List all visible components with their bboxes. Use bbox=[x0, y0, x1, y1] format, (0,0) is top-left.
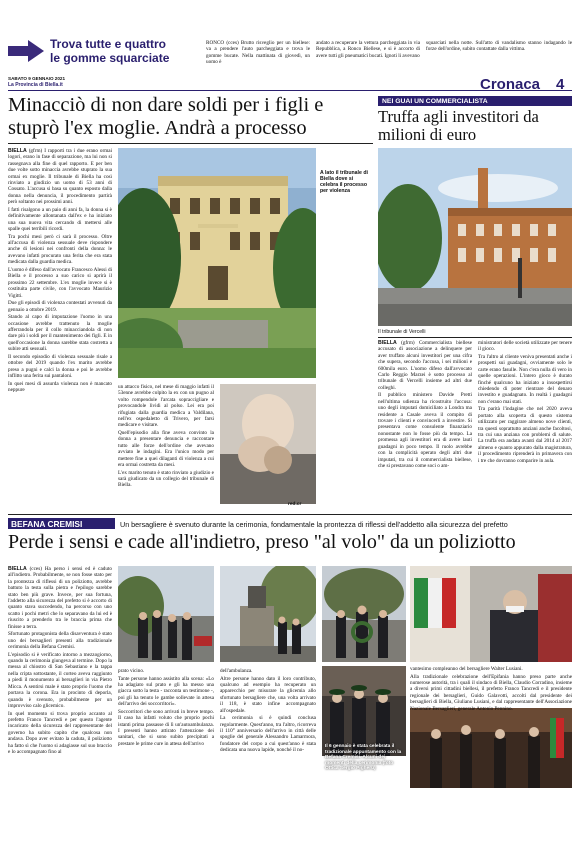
teaser-arrow-icon bbox=[8, 40, 44, 62]
teaser-col-3: squarciati nella notte. Sull'atto di vandalismo stanno indagando le forze dell'ordine, subito contattate dalla vittima. bbox=[426, 40, 572, 53]
story1-photo-caption: A lato il tribunale di Biella dove si celebra il processo per violenza bbox=[320, 170, 368, 194]
story3-subhead: Un bersagliere è svenuto durante la cerimonia, fondamentale la prontezza di riflessi dell'addetto alla sicurezza del prefetto bbox=[120, 519, 508, 529]
story3-dateline: BIELLA bbox=[8, 566, 27, 572]
story1-col-2: un attacco fisico, nel mese di maggio infatti il 53enne avrebbe colpito la ex con un pugno al volto rompendole l'arcata sopraccigliare e provocandole lividi al polso. Lei era poi rifugiata dalla guardia medica a Valdilana, nell'ex ospedaletto di Trivero, per farsi medicare e visitare. Quell'episodio alla fine aveva convinto la donna a presentare denuncia e raccontare tutto alle forze dell'ordine che avevano avviato le indagini. Era l'unico modo per mettere fine a quei dilaganti di violenza a cui era ormai costretta da mesi. L'ex marito tenuto è stato rinviato a giudizio e sarà giudicato da un collegio del tribunale di Biella. bbox=[118, 384, 214, 489]
story2-headline: Truffa agli investitori da milioni di euro bbox=[378, 107, 539, 144]
story2-col-1: BIELLA (gfrm) Commercialista biellese accusato di associazione a delinquere per aver truffato alcuni investitori per una cifra che supera, secondo l'accusa, i sei milioni e 600mila euro. L'uomo difeso dall'avvocato Carlo Reggio Marzei è sotto processo al tribunale di Vercelli insieme ad altri due colleghi. Il pubblico ministero Davide Pretti nell'ultima udienza ha ricostruito l'accusa: uno degli imputati domiciliato a Londra ma residente a Casale aveva il compito di trovare i clienti e convincerli a investire. Si presentava come consulente finanziario nonostante non lo fosse più da tempo. La promessa agli investitori era di avere lauti guadagni in poco tempo. Il ruolo avrebbe con la complicità operato degli altri due imputati, tra cui il commercialista biellese, che si prestavano come soci o am- bbox=[378, 340, 472, 469]
story3-photo-ceremony-crowd bbox=[118, 566, 214, 662]
section-title: Cronaca bbox=[480, 76, 541, 93]
teaser-col-2: andato a recuperare la vettura parcheggiata in via Repubblica, a Ronco Biellese, e si è accorto di avere tutti gli pneumatici bucati. Ignoti li avevano bbox=[316, 40, 420, 59]
story3-col-2: prato vicino. Tante persone hanno assistito alla scena: «Lo ha adagiato sul prato e gli ha messo una giacca sotto la testa - racconta un testimone -, poi gli ha tenuto le gambe sollevate in attesa dell'arrivo dei soccorritori». Soccorritori che sono arrivati in breve tempo. Il caso ha infatti voluto che proprio pochi istanti prima passasse di lì un'autoambulanza. I presenti hanno attirato l'attenzione dei sanitari, che si sono subito precipitati a prestare le prime cure in attesa dell'arrivo bbox=[118, 668, 214, 747]
story3-col-4: vantesimo compleanno del bersagliere Walter Lusiani. Alla tradizionale celebrazione dell'Epifania hanno preso parte anche numerose autorità, tra i quali il sindaco di Biella, Claudio Corradino, insieme a diversi primi cittadini biellesi, il prefetto Franco Tancredi e il presidente regionale dei bersaglieri, Guido Galavotti, accolti dal presidente dei bersaglieri di Biella, Giuliano Lusiani, e dal rappresentante dell'Associazione Nazionale Bersaglieri, generale Antonio Pennino. bbox=[410, 666, 572, 712]
story2-col-2: ministratori delle società utilizzate per tenere il gioco. Tra l'altro al cliente veniva presentati anche i prospetti sui guadagni, ovviamente solo le carte erano fasulle. Non c'era nulla di vero in quelle operazioni. L'intero gioco è durato finché qualcuno ha iniziato a insospettirsi chiedendo di poter rientrare del denaro investito e guadagnato. In realtà i guadagni non c'erano mai stati. Tra parità l'indagine che nel 2020 aveva portato alla scoperta di questo sistema utilizzato per raggirare almeno nove clienti, tra questi soprattutto anziani anche facoltosi, tra cui una anziana con problemi di salute. La truffa era andata avanti dal 2014 al 2017 almeno e quanto appurato dalla magistratura, il procedimento riprenderà in primavera con i tre che dovranno comparire in aula. bbox=[478, 340, 572, 464]
story3-photo-bersaglieri bbox=[322, 666, 406, 756]
story2-dateline: BIELLA bbox=[378, 340, 397, 346]
masthead-date: SABATO 9 GENNAIO 2021 bbox=[8, 76, 66, 81]
story2-caption-rule bbox=[378, 337, 572, 338]
story1-col-1: BIELLA (gfrm) I rapporti tra i due erano ormai logori, erano in fase di separazione, ma lui non si rassegnava alla fine di quel rapporto. E per ben due volte sotto minaccia avrebbe stuprato la sua ormai ex moglie. Il tribunale di Biella ha così rinviato a giudizio un uomo di 53 anni di Cossato. L'accusa si basa su quanto esposto dalla donna nella denuncia, il procedimento partirà però soltanto nei prossimi anni. I fatti risalgono a un paio di anni fa, la donna si è definitivamente allontanata dall'ex e ha iniziato una sua nuova vita cercando di mettersi alle spalle quei terribili ricordi. Tra pochi mesi però ci sarà il processo. Oltre all'accusa di violenza sessuale deve rispondere anche di lesioni nei confronti della donna: le avevano infatti procurato una ferita che era stata medicata dalla guardia medica. L'uomo è difeso dall'avvocato Francesco Alessi di Biella e il processo a suo carico si aprirà il prossimo 22 settembre. L'ex moglie invece si è costituita parte civile, con l'avvocato Maurizio Vigitti. Due gli episodi di violenza contestati avvenuti da gennaio a ottobre 2019. Stando al capo di imputazione l'uomo in una occasione avrebbe trattenuto la moglie afferrandola per il collo minacciandola di non dare più i soldi per il mantenimento dei figli. E in quell'occasione la donna sarebbe stata costretta a subire atti sessuali. Il secondo episodio di violenza sessuale risale a ottobre del 2019 quando l'ex marito avrebbe preso a pugni e calci la donna e poi le avrebbe inflitto una ferita sui pantaloni. In quei mesi di assurda violenza non è mancato neppure bbox=[8, 148, 113, 393]
story2-kicker: NEI GUAI UN COMMERCIALISTA bbox=[382, 97, 488, 105]
story3-photo-wreath bbox=[322, 566, 406, 662]
story3-top-rule bbox=[8, 514, 572, 515]
story1-dateline: BIELLA bbox=[8, 148, 27, 154]
story3-col-3: dell'ambulanza. Altre persone hanno dato il loro contributo, qualcuno ad esempio ha recuperato un apparecchio per misurare la glicemia allo sfortunato bersagliere che, una volta arrivato il 118, è stato infine accompagnato all'ospedale. La cerimonia si è quindi conclusa regolarmente. Quest'anno, tra l'altro, ricorreva il 110° anniversario dell'arrivo in città delle spoglie del generale Alessandro Lamarmora, fondatore del corpo a cui quest'anno è stata dedicata una nuova lapide, nonché il no- bbox=[220, 668, 316, 754]
story1-rule bbox=[8, 143, 373, 144]
story3-photo-caption: Il 6 gennaio è stata celebrata il tradizionale appuntamento con la Befana Cremisi. Alcuni dei momenti della cerimonia (foto Ottica Sergio Pigheru) bbox=[325, 744, 402, 772]
story1-photo-tribunale-biella bbox=[118, 148, 316, 378]
page-number: 4 bbox=[556, 76, 565, 93]
teaser-col-1: RONCO (cces) Brutto risveglio per un biellese: va a prendere l'auto parcheggiata e trova le gomme bucate. Nella mattinata di giovedì, un uomo è bbox=[206, 40, 310, 66]
teaser-title: Trova tutte e quattro le gomme squarciate bbox=[50, 37, 170, 65]
story3-photo-monument bbox=[220, 566, 316, 662]
story3-kicker: BEFANA CREMISI bbox=[11, 519, 83, 529]
story1-headline: Minacciò di non dare soldi per i figli e stuprò l'ex moglie. Andrà a processo bbox=[8, 94, 324, 139]
story2-photo-tribunale-vercelli bbox=[378, 148, 572, 326]
masthead-paper: La Provincia di Biella.it bbox=[8, 82, 63, 88]
story1-signature: red.cr bbox=[288, 502, 302, 507]
story3-photo-prefetto bbox=[410, 566, 572, 662]
story3-headline: Perde i sensi e cade all'indietro, preso "al volo" da un poliziotto bbox=[8, 531, 516, 553]
story1-photo-hands bbox=[220, 384, 316, 504]
story2-photo-caption: Il tribunale di Vercelli bbox=[378, 329, 426, 335]
story3-photo-chiostro bbox=[410, 708, 572, 788]
story3-col-1: BIELLA (cces) Ha perso i sensi ed è caduto all'indietro. Probabilmente, se non fosse stato per la prontezza di riflessi di un poliziotto, avrebbe battuto la testa sulla pietra e l'epilogo sarebbe stato ben più grave. Invece, per sua fortuna, l'addetto alla sicurezza del prefetto si è accorto di quanto stava succedendo, ha percorso con uno scatto i pochi metri che lo separavano da lui ed è riuscito a prenderlo tra le braccia prima che finisse a terra. Sfortunato protagonista della disavventura è stato uno dei bersaglieri presenti alla tradizionale cerimonia della Befana Cremisi. L'episodio si è verificato intorno a mezzogiorno, quando la cerimonia giungeva al termine. Dopo la messa al chiostro di San Sebastiano e la tappa nella cripta sottostante, il corteo aveva raggiunto a piedi il monumento ai bersaglieri in via Pietro Micca. A sentirsi male è stato proprio l'uomo che portava la corona. Era in procinto di deporla, quando è svenuto, probabilmente per un improvviso calo glicemico. In quel momento si trova proprio accanto al prefetto Franco Tancredi e per questo l'agente incaricato della sicurezza del rappresentante del governo ha subito capito che qualcosa non andava. Dopo aver evitato la caduta, il poliziotto ha fatto sì che l'uomo si adagiasse sul suo braccio e lo accompagnato fino al bbox=[8, 566, 113, 755]
